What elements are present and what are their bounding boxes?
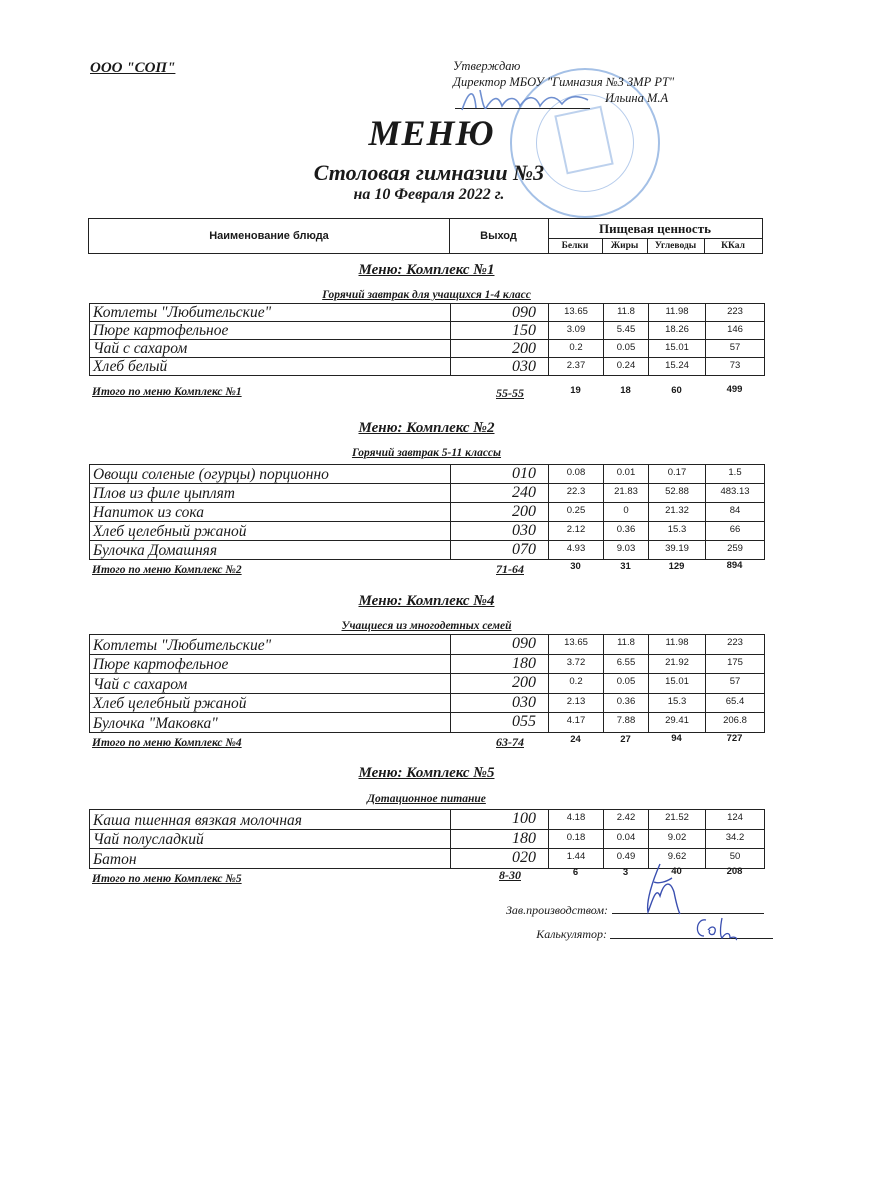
dish-output: 090 bbox=[451, 635, 549, 655]
dish-fat: 0.36 bbox=[604, 522, 649, 541]
dish-fat: 7.88 bbox=[604, 713, 649, 733]
total-fat: 18 bbox=[620, 385, 631, 396]
total-fat: 27 bbox=[620, 734, 631, 745]
total-fat: 31 bbox=[620, 561, 631, 572]
dish-fat: 5.45 bbox=[604, 322, 649, 340]
dish-fat: 11.8 bbox=[604, 304, 649, 322]
total-protein: 19 bbox=[570, 385, 581, 396]
organization-name: ООО "СОП" bbox=[90, 60, 176, 76]
dish-protein: 4.93 bbox=[549, 541, 604, 560]
dish-carbs: 21.52 bbox=[649, 810, 706, 830]
dish-name: Каша пшенная вязкая молочная bbox=[90, 810, 451, 830]
menu-table-complex-2 bbox=[89, 464, 765, 560]
dish-fat: 0.04 bbox=[604, 829, 649, 849]
dish-name: Хлеб целебный ржаной bbox=[90, 693, 451, 713]
dish-output: 070 bbox=[451, 541, 549, 560]
column-header-table bbox=[88, 218, 763, 254]
dish-name: Пюре картофельное bbox=[90, 654, 451, 674]
dish-protein: 3.72 bbox=[549, 654, 604, 674]
production-head-signature bbox=[638, 862, 688, 918]
dish-name: Котлеты "Любительские" bbox=[90, 635, 451, 655]
table-row bbox=[90, 340, 765, 358]
table-row bbox=[90, 635, 765, 655]
dish-kcal: 259 bbox=[706, 541, 765, 560]
dish-kcal: 34.2 bbox=[706, 829, 765, 849]
dish-name: Напиток из сока bbox=[90, 503, 451, 522]
menu-title-complex-1: Меню: Комплекс №1 bbox=[358, 262, 495, 278]
dish-fat: 0.05 bbox=[604, 674, 649, 694]
dish-carbs: 29.41 bbox=[649, 713, 706, 733]
total-kcal: 499 bbox=[726, 384, 743, 395]
table-row bbox=[90, 484, 765, 503]
dish-carbs: 15.01 bbox=[649, 674, 706, 694]
dish-protein: 2.13 bbox=[549, 693, 604, 713]
dish-output: 020 bbox=[451, 849, 549, 869]
dish-kcal: 84 bbox=[706, 503, 765, 522]
table-row bbox=[90, 541, 765, 560]
dish-output: 090 bbox=[451, 304, 549, 322]
header-fat: Жиры bbox=[602, 239, 648, 253]
group-title-complex-2: Горячий завтрак 5-11 классы bbox=[351, 447, 502, 459]
table-row bbox=[90, 304, 765, 322]
dish-output: 030 bbox=[451, 693, 549, 713]
dish-output: 180 bbox=[451, 829, 549, 849]
dish-output: 200 bbox=[451, 503, 549, 522]
director-signature bbox=[458, 84, 598, 114]
header-output: Выход bbox=[449, 219, 549, 253]
total-kcal: 894 bbox=[726, 560, 743, 571]
menu-title-complex-4: Меню: Комплекс №4 bbox=[358, 593, 495, 609]
dish-name: Пюре картофельное bbox=[90, 322, 451, 340]
dish-kcal: 57 bbox=[706, 340, 765, 358]
dish-kcal: 223 bbox=[706, 304, 765, 322]
page-title: МЕНЮ bbox=[368, 113, 495, 153]
dish-fat: 0.05 bbox=[604, 340, 649, 358]
total-carbs: 40 bbox=[671, 866, 682, 877]
table-row bbox=[90, 322, 765, 340]
dish-carbs: 15.3 bbox=[649, 693, 706, 713]
total-label-complex-1: Итого по меню Комплекс №1 bbox=[92, 386, 242, 398]
calculator-label: Калькулятор: bbox=[536, 927, 607, 941]
production-head-label: Зав.производством: bbox=[505, 903, 608, 917]
dish-protein: 0.18 bbox=[549, 829, 604, 849]
dish-protein: 1.44 bbox=[549, 849, 604, 869]
dish-protein: 3.09 bbox=[549, 322, 604, 340]
menu-date: на 10 Февраля 2022 г. bbox=[353, 186, 505, 203]
dish-name: Чай полусладкий bbox=[90, 829, 451, 849]
dish-carbs: 21.92 bbox=[649, 654, 706, 674]
header-carbs: Углеводы bbox=[647, 239, 705, 253]
dish-protein: 4.17 bbox=[549, 713, 604, 733]
dish-carbs: 11.98 bbox=[649, 304, 706, 322]
calculator-signature bbox=[692, 914, 742, 942]
total-carbs: 129 bbox=[668, 561, 685, 572]
total-carbs: 60 bbox=[671, 385, 682, 396]
dish-fat: 0 bbox=[604, 503, 649, 522]
dish-kcal: 50 bbox=[706, 849, 765, 869]
dish-fat: 6.55 bbox=[604, 654, 649, 674]
dish-output: 100 bbox=[451, 810, 549, 830]
dish-kcal: 1.5 bbox=[706, 465, 765, 484]
menu-table-complex-4 bbox=[89, 634, 765, 733]
dish-kcal: 124 bbox=[706, 810, 765, 830]
dish-protein: 22.3 bbox=[549, 484, 604, 503]
group-title-complex-1: Горячий завтрак для учащихся 1-4 класс bbox=[322, 289, 531, 301]
dish-name: Овощи соленые (огурцы) порционно bbox=[90, 465, 451, 484]
total-price-complex-1: 55-55 bbox=[496, 386, 524, 400]
dish-carbs: 15.24 bbox=[649, 358, 706, 376]
header-nutrition bbox=[548, 219, 762, 253]
header-kcal: ККал bbox=[721, 241, 745, 251]
dish-carbs: 15.3 bbox=[649, 522, 706, 541]
menu-table-complex-1 bbox=[89, 303, 765, 376]
dish-protein: 0.2 bbox=[549, 674, 604, 694]
total-label-complex-4: Итого по меню Комплекс №4 bbox=[92, 737, 242, 749]
total-kcal: 208 bbox=[726, 866, 743, 877]
dish-kcal: 223 bbox=[706, 635, 765, 655]
dish-kcal: 65.4 bbox=[706, 693, 765, 713]
dish-kcal: 146 bbox=[706, 322, 765, 340]
table-row bbox=[90, 829, 765, 849]
dish-name: Батон bbox=[90, 849, 451, 869]
approval-director-name: Ильина М.А bbox=[605, 91, 669, 105]
total-fat: 3 bbox=[622, 867, 629, 878]
approval-line-1: Утверждаю bbox=[453, 59, 521, 73]
dish-fat: 11.8 bbox=[604, 635, 649, 655]
dish-protein: 13.65 bbox=[549, 635, 604, 655]
dish-fat: 9.03 bbox=[604, 541, 649, 560]
dish-fat: 0.49 bbox=[604, 849, 649, 869]
header-nutrition-title: Пищевая ценность bbox=[548, 219, 762, 239]
dish-carbs: 9.62 bbox=[649, 849, 706, 869]
dish-kcal: 175 bbox=[706, 654, 765, 674]
dish-name: Плов из филе цыплят bbox=[90, 484, 451, 503]
table-row bbox=[90, 522, 765, 541]
dish-kcal: 66 bbox=[706, 522, 765, 541]
menu-title-complex-2: Меню: Комплекс №2 bbox=[358, 420, 495, 436]
table-row bbox=[90, 358, 765, 376]
table-row bbox=[90, 713, 765, 733]
dish-carbs: 9.02 bbox=[649, 829, 706, 849]
dish-carbs: 11.98 bbox=[649, 635, 706, 655]
total-price-complex-5: 8-30 bbox=[499, 868, 521, 882]
dish-name: Булочка Домашняя bbox=[90, 541, 451, 560]
dish-name: Котлеты "Любительские" bbox=[90, 304, 451, 322]
dish-protein: 0.2 bbox=[549, 340, 604, 358]
table-row bbox=[90, 654, 765, 674]
dish-name: Булочка "Маковка" bbox=[90, 713, 451, 733]
dish-output: 030 bbox=[451, 522, 549, 541]
table-row bbox=[90, 674, 765, 694]
dish-kcal: 483.13 bbox=[706, 484, 765, 503]
dish-fat: 0.01 bbox=[604, 465, 649, 484]
dish-carbs: 15.01 bbox=[649, 340, 706, 358]
dish-protein: 2.37 bbox=[549, 358, 604, 376]
dish-fat: 0.24 bbox=[604, 358, 649, 376]
table-row bbox=[90, 693, 765, 713]
group-title-complex-4: Учащиеся из многодетных семей bbox=[341, 620, 512, 632]
table-row bbox=[90, 503, 765, 522]
total-protein: 6 bbox=[572, 867, 579, 878]
total-carbs: 94 bbox=[671, 733, 682, 744]
dish-output: 055 bbox=[451, 713, 549, 733]
dish-kcal: 73 bbox=[706, 358, 765, 376]
total-price-complex-2: 71-64 bbox=[496, 562, 524, 576]
dish-kcal: 57 bbox=[706, 674, 765, 694]
dish-carbs: 18.26 bbox=[649, 322, 706, 340]
menu-title-complex-5: Меню: Комплекс №5 bbox=[358, 765, 495, 781]
dish-fat: 0.36 bbox=[604, 693, 649, 713]
dish-protein: 2.12 bbox=[549, 522, 604, 541]
header-protein: Белки bbox=[548, 239, 603, 253]
dish-kcal: 206.8 bbox=[706, 713, 765, 733]
dish-carbs: 52.88 bbox=[649, 484, 706, 503]
dish-output: 240 bbox=[451, 484, 549, 503]
dish-output: 200 bbox=[451, 674, 549, 694]
table-row bbox=[90, 810, 765, 830]
dish-name: Хлеб целебный ржаной bbox=[90, 522, 451, 541]
group-title-complex-5: Дотационное питание bbox=[367, 793, 486, 805]
dish-carbs: 0.17 bbox=[649, 465, 706, 484]
total-protein: 24 bbox=[570, 734, 581, 745]
page-subtitle: Столовая гимназии №3 bbox=[313, 160, 545, 185]
dish-fat: 21.83 bbox=[604, 484, 649, 503]
table-row bbox=[90, 465, 765, 484]
total-protein: 30 bbox=[570, 561, 581, 572]
dish-output: 150 bbox=[451, 322, 549, 340]
dish-name: Чай с сахаром bbox=[90, 340, 451, 358]
dish-protein: 13.65 bbox=[549, 304, 604, 322]
dish-carbs: 39.19 bbox=[649, 541, 706, 560]
approval-line-2: Директор МБОУ "Гимназия №3 ЗМР РТ" bbox=[453, 75, 675, 89]
dish-output: 180 bbox=[451, 654, 549, 674]
dish-protein: 4.18 bbox=[549, 810, 604, 830]
dish-output: 200 bbox=[451, 340, 549, 358]
dish-protein: 0.25 bbox=[549, 503, 604, 522]
menu-table-complex-5 bbox=[89, 809, 765, 869]
dish-name: Чай с сахаром bbox=[90, 674, 451, 694]
header-dish-name: Наименование блюда bbox=[89, 219, 450, 253]
dish-name: Хлеб белый bbox=[90, 358, 451, 376]
total-price-complex-4: 63-74 bbox=[496, 735, 524, 749]
dish-output: 030 bbox=[451, 358, 549, 376]
total-label-complex-2: Итого по меню Комплекс №2 bbox=[92, 564, 242, 576]
dish-output: 010 bbox=[451, 465, 549, 484]
dish-fat: 2.42 bbox=[604, 810, 649, 830]
dish-carbs: 21.32 bbox=[649, 503, 706, 522]
total-label-complex-5: Итого по меню Комплекс №5 bbox=[92, 873, 242, 885]
total-kcal: 727 bbox=[726, 733, 743, 744]
dish-protein: 0.08 bbox=[549, 465, 604, 484]
